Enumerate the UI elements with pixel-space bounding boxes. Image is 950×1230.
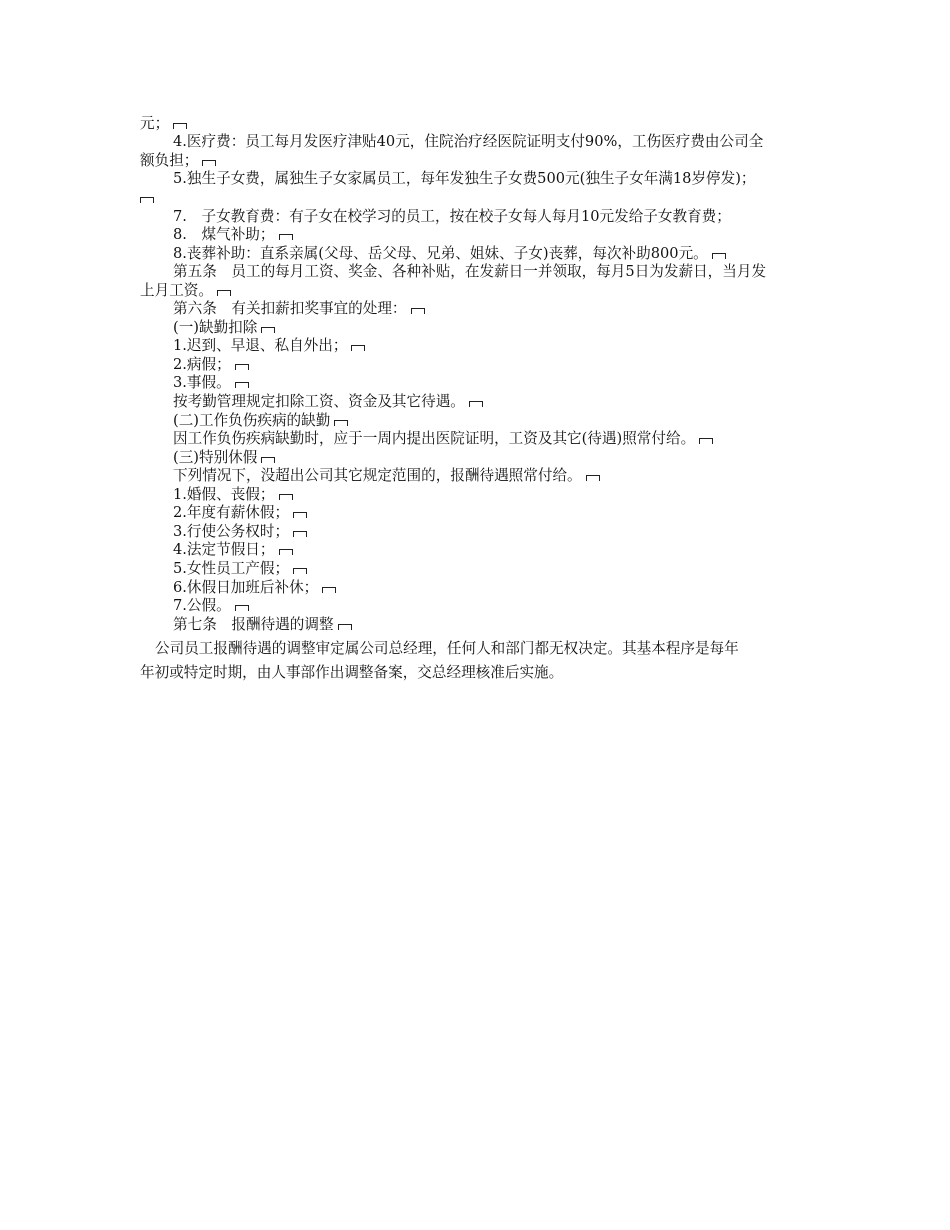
text-line: 7. 子女教育费：有子女在校学习的员工，按在校子女每人每月10元发给子女教育费；: [173, 208, 731, 225]
text-line: 年初或特定时期，由人事部作出调整备案，交总经理核准后实施。: [140, 664, 564, 681]
text-line: 5.女性员工产假；: [173, 560, 810, 578]
text-line: 元；: [140, 115, 810, 133]
paragraph-mark-icon: [411, 308, 425, 314]
text-line: 7.公假。: [173, 597, 810, 615]
text-line: 因工作负伤疾病缺勤时，应于一周内提出医院证明，工资及其它(待遇)照常付给。: [173, 430, 810, 448]
text-line: 6.休假日加班后补休；: [173, 579, 810, 597]
paragraph-mark-icon: [173, 123, 187, 129]
paragraph-mark-icon: [699, 438, 713, 444]
text-line: 按考勤管理规定扣除工资、资金及其它待遇。: [173, 393, 810, 411]
text-line: 2.年度有薪休假；: [173, 504, 810, 522]
paragraph-mark-icon: [469, 401, 483, 407]
paragraph-mark-icon: [322, 587, 336, 593]
text-line: 公司员工报酬待遇的调整审定属公司总经理，任何人和部门都无权决定。其基本程序是每年: [155, 640, 739, 657]
paragraph-mark-icon: [202, 160, 216, 166]
text-line: 上月工资。: [140, 282, 810, 300]
paragraph-mark-icon: [235, 364, 249, 370]
text-line: 第六条 有关扣薪扣奖事宜的处理：: [173, 300, 810, 318]
text-line: 2.病假；: [173, 356, 810, 374]
text-line: 4.法定节假日；: [173, 541, 810, 559]
text-line: [136, 189, 176, 207]
paragraph-mark-icon: [140, 197, 154, 203]
text-line: (三)特别休假: [173, 449, 810, 467]
text-line: 3.行使公务权时；: [173, 523, 810, 541]
paragraph-mark-icon: [293, 531, 307, 537]
paragraph-mark-icon: [261, 457, 275, 463]
paragraph-mark-icon: [279, 549, 293, 555]
text-line: 8. 煤气补助；: [173, 226, 810, 244]
paragraph-mark-icon: [351, 345, 365, 351]
paragraph-mark-icon: [712, 253, 726, 259]
paragraph-mark-icon: [235, 382, 249, 388]
paragraph-mark-icon: [217, 290, 231, 296]
text-line: 第五条 员工的每月工资、奖金、各种补贴，在发薪日一并领取，每月5日为发薪日，当月发: [173, 263, 767, 280]
text-line: 第七条 报酬待遇的调整: [173, 616, 810, 634]
text-line: 4.医疗费：员工每月发医疗津贴40元，住院治疗经医院证明支付90%，工伤医疗费由公司全: [173, 133, 764, 150]
text-line: 额负担；: [140, 152, 810, 170]
paragraph-mark-icon: [293, 512, 307, 518]
text-line: 下列情况下，没超出公司其它规定范围的，报酬待遇照常付给。: [173, 467, 810, 485]
text-line: 5.独生子女费，属独生子女家属员工，每年发独生子女费500元(独生子女年满18岁停发)；: [173, 170, 756, 187]
paragraph-mark-icon: [334, 420, 348, 426]
text-line: (二)工作负伤疾病的缺勤: [173, 412, 810, 430]
text-line: 8.丧葬补助：直系亲属(父母、岳父母、兄弟、姐妹、子女)丧葬，每次补助800元。: [173, 245, 810, 263]
paragraph-mark-icon: [279, 494, 293, 500]
paragraph-mark-icon: [586, 475, 600, 481]
text-line: 1.迟到、早退、私自外出；: [173, 337, 810, 355]
paragraph-mark-icon: [279, 234, 293, 240]
paragraph-mark-icon: [261, 327, 275, 333]
text-line: (一)缺勤扣除: [173, 319, 810, 337]
paragraph-mark-icon: [235, 605, 249, 611]
text-line: 3.事假。: [173, 374, 810, 392]
text-line: 1.婚假、丧假；: [173, 486, 810, 504]
paragraph-mark-icon: [338, 624, 352, 630]
paragraph-mark-icon: [293, 568, 307, 574]
